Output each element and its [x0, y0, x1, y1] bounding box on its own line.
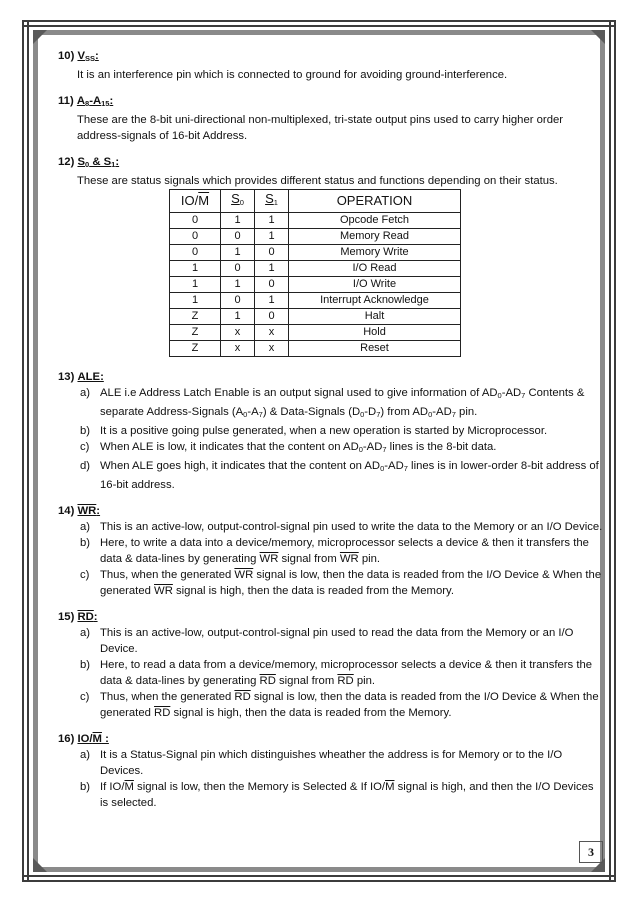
ale-list: [58, 385, 603, 493]
table-header-row: [170, 190, 461, 213]
table-row: [170, 229, 461, 245]
table-cell: x: [255, 325, 289, 341]
section-text: These are status signals which provides different status and functions depending on their status.: [77, 175, 558, 187]
table-cell: 1: [170, 277, 221, 293]
section-number: 11): [58, 95, 74, 107]
table-cell: I/O Read: [289, 261, 461, 277]
header-io-m: $IO/\overline{M}$: [170, 190, 221, 213]
table-row: [170, 325, 461, 341]
section-title: $A_8-A_{15}$:: [76, 95, 114, 108]
table-cell: Z: [170, 341, 221, 357]
table-cell: 1: [255, 261, 289, 277]
table-cell: Z: [170, 309, 221, 325]
table-cell: x: [221, 325, 255, 341]
table-cell: Halt: [289, 309, 461, 325]
header-s0: $S_0$: [221, 190, 255, 213]
table-cell: 0: [255, 309, 289, 325]
table-cell: 0: [221, 293, 255, 309]
section-title: IO/M :: [77, 733, 109, 745]
table-cell: 1: [221, 277, 255, 293]
table-cell: 1: [221, 213, 255, 229]
header-operation: OPERATION: [289, 190, 461, 213]
status-operation-table: [169, 189, 461, 357]
list-item: c) Thus, when the generated $\overline{WR}$ signal is low, then the data is readed from the I/O Device & When the generated $\overline{WR}$ signal is high, then the data is readed from the Memory.: [80, 569, 602, 597]
table-cell: Opcode Fetch: [289, 213, 461, 229]
io-m-list: [58, 747, 603, 811]
section-number: 16): [58, 733, 75, 745]
table-cell: Memory Read: [289, 229, 461, 245]
table-cell: 0: [255, 277, 289, 293]
table-cell: 1: [221, 245, 255, 261]
section-title: $V_{SS}$:: [77, 50, 99, 63]
table-cell: 1: [170, 293, 221, 309]
header-s1: $S_1$: [255, 190, 289, 213]
table-cell: Memory Write: [289, 245, 461, 261]
section-wr: [58, 503, 603, 599]
list-item: b) If $IO/\overline{M}$ signal is low, then the Memory is Selected & If $IO/\overline{M}$ signal is high, and then the I/O Devices is selected.: [80, 781, 594, 809]
table-cell: Z: [170, 325, 221, 341]
section-s0-s1: [58, 154, 603, 357]
section-title: RD:: [77, 611, 98, 623]
table-row: [170, 341, 461, 357]
section-number: 12): [58, 156, 75, 168]
table-row: [170, 277, 461, 293]
table-row: [170, 293, 461, 309]
table-cell: Interrupt Acknowledge: [289, 293, 461, 309]
section-title: WR:: [77, 505, 101, 517]
table-cell: I/O Write: [289, 277, 461, 293]
section-io-m: [58, 731, 603, 811]
section-number: 15): [58, 611, 75, 623]
table-cell: 1: [255, 213, 289, 229]
table-row: [170, 309, 461, 325]
table-cell: 1: [255, 293, 289, 309]
list-item: a) ALE i.e Address Latch Enable is an output signal used to give information of $AD_0-AD_7$ Contents & separate Address-Signals $(A_0-A_7)$ & Data-Signals $(D_0-D_7)$ from $AD_0-AD_7$ pin.: [80, 387, 585, 419]
table-row: [170, 245, 461, 261]
table-cell: x: [221, 341, 255, 357]
list-item: b) It is a positive going pulse generated, when a new operation is started by Microprocessor.: [80, 425, 548, 437]
table-cell: Reset: [289, 341, 461, 357]
list-item: a) This is an active-low, output-control-signal pin used to read the data from the Memory or an I/O Device.: [80, 627, 574, 655]
section-text: These are the 8-bit uni-directional non-multiplexed, tri-state output pins used to carry higher order address-signals of 16-bit Address.: [77, 114, 564, 142]
table-row: [170, 261, 461, 277]
section-number: 13): [58, 371, 75, 383]
table-cell: 0: [170, 245, 221, 261]
table-cell: 0: [255, 245, 289, 261]
section-number: 10): [58, 50, 75, 62]
list-item: b) Here, to write a data into a device/memory, microprocessor selects a device & then it transfers the data & data-lines by generating $\overline{WR}$ signal from $\overline{WR}$ pin.: [80, 537, 589, 565]
section-rd: [58, 609, 603, 721]
table-row: [170, 213, 461, 229]
section-text: It is an interference pin which is connected to ground for avoiding ground-interference.: [77, 69, 508, 81]
page-content: [58, 48, 603, 821]
list-item: b) Here, to read a data from a device/memory, microprocessor selects a device & then it transfers the data & data-lines by generating $\overline{RD}$ signal from $\overline{RD}$ pin.: [80, 659, 593, 687]
table-cell: 0: [170, 229, 221, 245]
table-cell: 1: [170, 261, 221, 277]
section-a8-a15: [58, 93, 603, 144]
section-number: 14): [58, 505, 75, 517]
table-cell: 1: [255, 229, 289, 245]
table-cell: 0: [221, 229, 255, 245]
rd-list: [58, 625, 603, 721]
table-cell: x: [255, 341, 289, 357]
table-cell: 0: [170, 213, 221, 229]
table-cell: Hold: [289, 325, 461, 341]
list-item: c) Thus, when the generated $\overline{RD}$ signal is low, then the data is readed from the I/O Device & When the generated $\overline{RD}$ signal is high, then the data is readed from the Memory.: [80, 691, 599, 719]
page-number: 3: [579, 841, 603, 863]
list-item: a) This is an active-low, output-control-signal pin used to write the data to the Memory or an I/O Device.: [80, 521, 603, 533]
section-vss: [58, 48, 603, 83]
wr-list: [58, 519, 603, 599]
section-title: $S_0$ & $S_1$:: [77, 156, 120, 169]
table-body: [170, 213, 461, 357]
list-item: a) It is a Status-Signal pin which distinguishes wheather the address is for Memory or to the I/O Devices.: [80, 749, 563, 777]
section-title: ALE:: [77, 371, 104, 383]
table-cell: 0: [221, 261, 255, 277]
section-ale: [58, 369, 603, 493]
list-item: d) When ALE goes high, it indicates that the content on $AD_0-AD_7$ lines is in lower-order 8-bit address of 16-bit address.: [80, 460, 599, 491]
list-item: c) When ALE is low, it indicates that the content on $AD_0-AD_7$ lines is the 8-bit data.: [80, 441, 497, 454]
table-cell: 1: [221, 309, 255, 325]
